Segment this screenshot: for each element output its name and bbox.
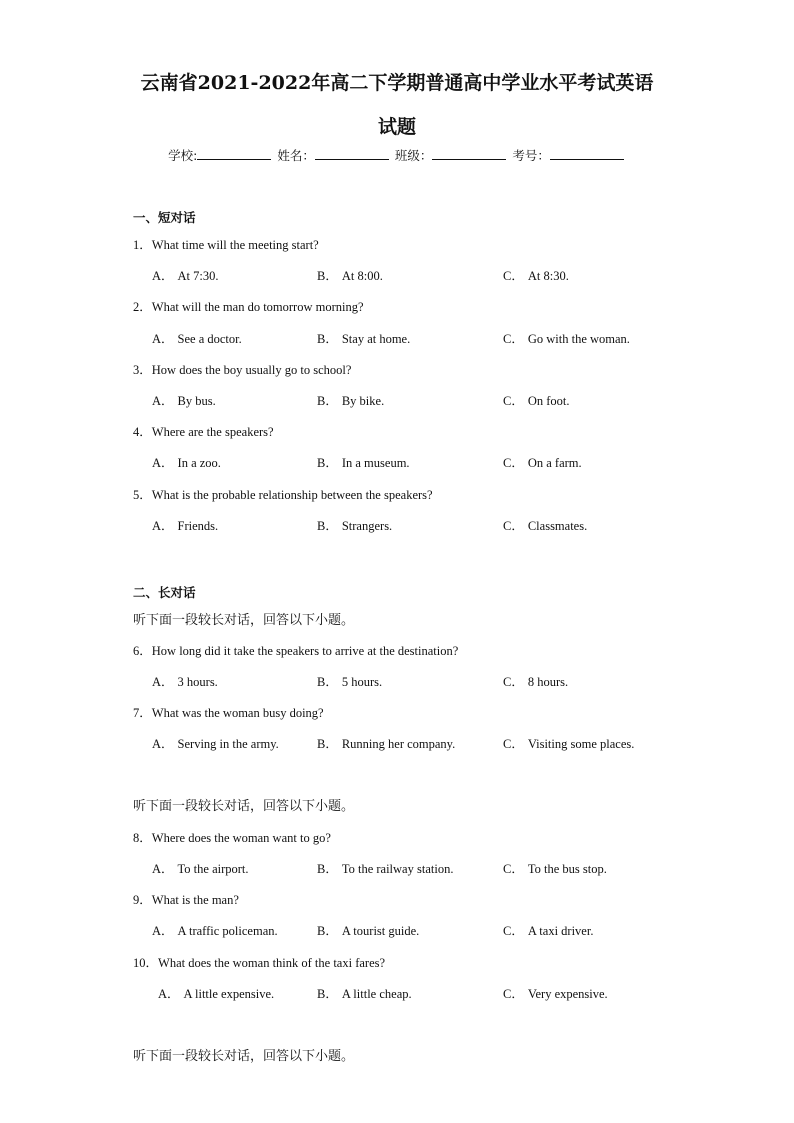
option-b[interactable]: B． A little cheap.	[317, 987, 412, 1001]
question-text: How long did it take the speakers to arrive at the destination?	[151, 644, 459, 658]
question-number: 10．	[133, 956, 159, 970]
question-text: Where does the woman want to go?	[151, 831, 331, 845]
question-text: Where are the speakers?	[151, 425, 274, 439]
option-a[interactable]: A． A traffic policeman.	[152, 924, 278, 938]
option-b[interactable]: B． Strangers.	[317, 519, 393, 533]
option-a[interactable]: A． Serving in the army.	[152, 737, 279, 751]
option-a[interactable]: A． A little expensive.	[158, 987, 275, 1001]
option-a[interactable]: A． At 7:30.	[152, 269, 219, 283]
option-c[interactable]: C． On foot.	[503, 394, 570, 408]
name-blank[interactable]	[315, 147, 389, 160]
name-field	[277, 146, 391, 164]
option-b[interactable]: B． A tourist guide.	[317, 924, 420, 938]
option-c[interactable]: C． Classmates.	[503, 519, 588, 533]
question-9	[133, 890, 239, 908]
question-text: What is the probable relationship between the speakers?	[151, 488, 433, 502]
question-number: 3．	[133, 363, 152, 377]
question-4	[133, 422, 274, 440]
question-text: What does the woman think of the taxi fares?	[158, 956, 386, 970]
question-number: 5．	[133, 488, 152, 502]
class-field	[395, 146, 509, 164]
class-label: 班级：	[394, 148, 433, 163]
name-label: 姓名：	[277, 148, 315, 163]
question-text: How does the boy usually go to school?	[151, 363, 352, 377]
school-field	[168, 146, 273, 164]
question-number: 9．	[133, 893, 152, 907]
question-text: What was the woman busy doing?	[151, 706, 324, 720]
question-number: 2．	[133, 300, 152, 314]
option-c[interactable]: C． On a farm.	[503, 456, 582, 470]
question-text: What is the man?	[151, 893, 239, 907]
school-label: 学校:	[168, 148, 198, 163]
option-c[interactable]: C． Go with the woman.	[503, 332, 630, 346]
option-b[interactable]: B． 5 hours.	[317, 675, 383, 689]
question-text: What will the man do tomorrow morning?	[151, 300, 364, 314]
option-b[interactable]: B． Stay at home.	[317, 332, 411, 346]
instruction-2: 听下面一段较长对话，回答以下小题。	[133, 799, 355, 814]
question-number: 4．	[133, 425, 152, 439]
option-b[interactable]: B． By bike.	[317, 394, 385, 408]
section-heading-short-dialogues: 一、短对话	[133, 210, 196, 225]
exam-number-label: 考号：	[512, 148, 550, 163]
exam-number-field	[512, 146, 626, 164]
exam-number-blank[interactable]	[550, 147, 624, 160]
question-10	[133, 953, 385, 971]
question-2	[133, 297, 364, 315]
exam-title-continued: 试题	[377, 116, 416, 138]
option-c[interactable]: C． A taxi driver.	[503, 924, 594, 938]
school-blank[interactable]	[197, 147, 271, 160]
option-c[interactable]: C． Very expensive.	[503, 987, 608, 1001]
question-8	[133, 828, 331, 846]
question-5	[133, 485, 433, 503]
instruction-1: 听下面一段较长对话，回答以下小题。	[133, 613, 355, 628]
question-number: 1．	[133, 238, 152, 252]
question-number: 6．	[133, 644, 152, 658]
class-blank[interactable]	[432, 147, 506, 160]
exam-title: 云南省2021-2022年高二下学期普通高中学业水平考试英语	[140, 72, 654, 94]
option-a[interactable]: A． 3 hours.	[152, 675, 218, 689]
option-a[interactable]: A． By bus.	[152, 394, 216, 408]
question-1	[133, 235, 319, 253]
question-number: 7．	[133, 706, 152, 720]
option-b[interactable]: B． In a museum.	[317, 456, 410, 470]
option-c[interactable]: C． 8 hours.	[503, 675, 569, 689]
instruction-3: 听下面一段较长对话，回答以下小题。	[133, 1049, 355, 1064]
question-3	[133, 360, 351, 378]
option-c[interactable]: C． Visiting some places.	[503, 737, 635, 751]
question-text: What time will the meeting start?	[151, 238, 319, 252]
option-b[interactable]: B． To the railway station.	[317, 862, 454, 876]
option-a[interactable]: A． To the airport.	[152, 862, 249, 876]
option-a[interactable]: A． See a doctor.	[152, 332, 242, 346]
option-a[interactable]: A． In a zoo.	[152, 456, 221, 470]
question-6	[133, 641, 458, 659]
question-number: 8．	[133, 831, 152, 845]
option-b[interactable]: B． Running her company.	[317, 737, 456, 751]
option-c[interactable]: C． At 8:30.	[503, 269, 569, 283]
question-7	[133, 703, 324, 721]
section-heading-long-dialogues: 二、长对话	[133, 585, 196, 600]
option-a[interactable]: A． Friends.	[152, 519, 219, 533]
option-c[interactable]: C． To the bus stop.	[503, 862, 607, 876]
option-b[interactable]: B． At 8:00.	[317, 269, 383, 283]
student-info-row	[0, 146, 794, 164]
